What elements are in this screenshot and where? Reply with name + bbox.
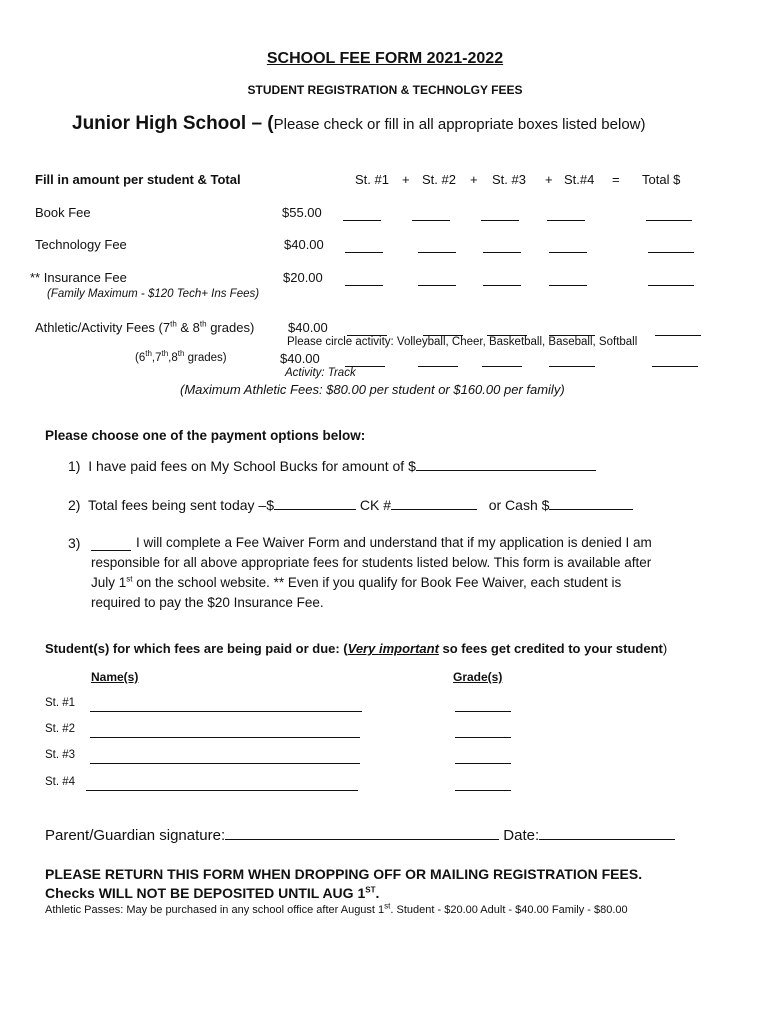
- form-subtitle: STUDENT REGISTRATION & TECHNOLGY FEES: [247, 83, 523, 97]
- payment-option-2[interactable]: [68, 497, 633, 513]
- signature-row: [45, 827, 675, 844]
- book-st4-field[interactable]: [547, 219, 585, 221]
- track-fee-amount: $40.00: [280, 351, 320, 366]
- athletic-label-a: Athletic/Activity Fees (7: [35, 320, 171, 335]
- payment-option-1[interactable]: [68, 458, 596, 474]
- ins-total-field[interactable]: [648, 284, 694, 286]
- grades-column-label: Grade(s): [453, 670, 503, 684]
- form-title: SCHOOL FEE FORM 2021-2022: [266, 50, 504, 67]
- signature-label: Parent/Guardian signature:: [45, 827, 226, 844]
- tech-st2-field[interactable]: [418, 251, 456, 253]
- student-2-label: St. #2: [45, 723, 76, 735]
- passes-prices: . Student - $20.00 Adult - $40.00 Family - $80.00: [390, 904, 628, 916]
- deposit-period: .: [375, 885, 380, 901]
- date-label: Date:: [503, 827, 540, 844]
- check-number-field[interactable]: [391, 508, 477, 510]
- tech-st1-field[interactable]: [345, 251, 383, 253]
- athletic-fee-amount: $40.00: [288, 320, 328, 335]
- max-athletic-note: (Maximum Athletic Fees: $80.00 per student or $160.00 per family): [180, 382, 565, 397]
- ins-st4-field[interactable]: [549, 284, 587, 286]
- book-total-field[interactable]: [646, 219, 692, 221]
- student-3-label: St. #3: [45, 749, 76, 761]
- tech-total-field[interactable]: [648, 251, 694, 253]
- deposit-text: Checks WILL NOT BE DEPOSITED UNTIL AUG 1: [45, 885, 366, 901]
- school-heading: [72, 113, 645, 135]
- insurance-note: (Family Maximum - $120 Tech+ Ins Fees): [47, 288, 260, 300]
- track-st3-field[interactable]: [482, 365, 522, 367]
- opt1-num: 1): [68, 458, 81, 474]
- students-heading-important: Very important: [347, 641, 439, 656]
- students-heading: [45, 641, 667, 656]
- names-column-label: Name(s): [91, 670, 139, 684]
- payment-heading: Please choose one of the payment options below:: [45, 428, 366, 443]
- student-2-name-field[interactable]: [90, 736, 360, 738]
- tech-fee-amount: $40.00: [284, 237, 324, 252]
- activity-track: Activity: Track: [285, 367, 356, 379]
- book-st3-field[interactable]: [481, 219, 519, 221]
- opt3-line1: I will complete a Fee Waiver Form and understand that if my application is denied I am: [136, 535, 652, 550]
- book-fee-amount: $55.00: [282, 205, 322, 220]
- opt2-cash-label: or Cash $: [488, 497, 550, 513]
- col-st2: St. #2: [422, 172, 456, 187]
- book-fee-label: Book Fee: [35, 205, 91, 220]
- fee-table-label: Fill in amount per student & Total: [35, 172, 241, 187]
- tech-st4-field[interactable]: [549, 251, 587, 253]
- opt2-num: 2): [68, 497, 81, 513]
- opt1-text: I have paid fees on My School Bucks for amount of $: [88, 458, 416, 474]
- student-4-label: St. #4: [45, 776, 76, 788]
- opt3-july: July 1: [91, 575, 127, 590]
- book-st2-field[interactable]: [412, 219, 450, 221]
- total-sent-field[interactable]: [274, 508, 356, 510]
- col-equals: =: [612, 172, 620, 187]
- opt3-num: 3): [68, 535, 81, 551]
- school-bucks-amount-field[interactable]: [416, 469, 596, 471]
- opt2-total-label: Total fees being sent today –$: [87, 497, 275, 513]
- school-name: Junior High School – (: [72, 113, 274, 134]
- student-4-grade-field[interactable]: [455, 789, 511, 791]
- return-notice: PLEASE RETURN THIS FORM WHEN DROPPING OFF OR MAILING REGISTRATION FEES.: [45, 866, 643, 882]
- signature-field[interactable]: [225, 838, 499, 840]
- opt3-line2: responsible for all above appropriate fees for students listed below. This form is available after: [91, 555, 652, 570]
- student-1-grade-field[interactable]: [455, 710, 511, 712]
- ins-st3-field[interactable]: [483, 284, 521, 286]
- col-st1: St. #1: [355, 172, 389, 187]
- col-st3: St. #3: [492, 172, 526, 187]
- student-3-name-field[interactable]: [90, 762, 360, 764]
- activity-circle-note: Please circle activity: Volleyball, Cheer, Basketball, Baseball, Softball: [287, 336, 638, 348]
- opt2-ck-label: CK #: [359, 497, 392, 513]
- school-instruction: Please check or fill in all appropriate boxes listed below): [273, 116, 646, 133]
- opt3-line3: July 1st on the school website. ** Even if you qualify for Book Fee Waiver, each student is: [91, 574, 622, 590]
- col-total: Total $: [642, 172, 681, 187]
- students-heading-a: Student(s) for which fees are being paid or due: (: [45, 641, 348, 656]
- grades-6-8-label: (6th,7th,8th grades): [135, 349, 227, 364]
- col-plus1: +: [402, 172, 410, 187]
- student-3-grade-field[interactable]: [455, 762, 511, 764]
- ins-st2-field[interactable]: [418, 284, 456, 286]
- date-field[interactable]: [539, 838, 675, 840]
- col-plus3: +: [545, 172, 553, 187]
- student-1-label: St. #1: [45, 697, 76, 709]
- col-plus2: +: [470, 172, 478, 187]
- col-st4: St.#4: [564, 172, 595, 187]
- athletic-fee-label: Athletic/Activity Fees (7th & 8th grades): [35, 319, 255, 335]
- tech-st3-field[interactable]: [483, 251, 521, 253]
- insurance-fee-label: ** Insurance Fee: [30, 270, 127, 285]
- athletic-label-b: & 8: [176, 320, 200, 335]
- track-st2-field[interactable]: [418, 365, 458, 367]
- opt3-line4: required to pay the $20 Insurance Fee.: [91, 595, 324, 610]
- insurance-fee-amount: $20.00: [283, 270, 323, 285]
- students-heading-c: so fees get credited to your student: [438, 641, 663, 656]
- cash-amount-field[interactable]: [549, 508, 633, 510]
- students-heading-d: ): [662, 641, 668, 656]
- student-4-name-field[interactable]: [86, 789, 358, 791]
- book-st1-field[interactable]: [343, 219, 381, 221]
- track-total-field[interactable]: [652, 365, 698, 367]
- student-2-grade-field[interactable]: [455, 736, 511, 738]
- deposit-sup: ST: [365, 885, 376, 895]
- track-st4-field[interactable]: [549, 365, 595, 367]
- athletic-label-c: grades): [206, 320, 255, 335]
- opt3-line3-rest: on the school website. ** Even if you qualify for Book Fee Waiver, each student is: [132, 575, 622, 590]
- tech-fee-label: Technology Fee: [35, 237, 127, 252]
- fee-waiver-check-field[interactable]: [91, 549, 131, 551]
- ins-st1-field[interactable]: [345, 284, 383, 286]
- student-1-name-field[interactable]: [90, 710, 362, 712]
- passes-text: Athletic Passes: May be purchased in any school office after August 1: [45, 904, 385, 916]
- deposit-notice: [45, 885, 379, 901]
- athletic-passes-note: Athletic Passes: May be purchased in any school office after August 1st. Student - $20.00 Adult - $40.00 Family - $80.00: [45, 901, 628, 916]
- ath-total-field[interactable]: [655, 334, 701, 336]
